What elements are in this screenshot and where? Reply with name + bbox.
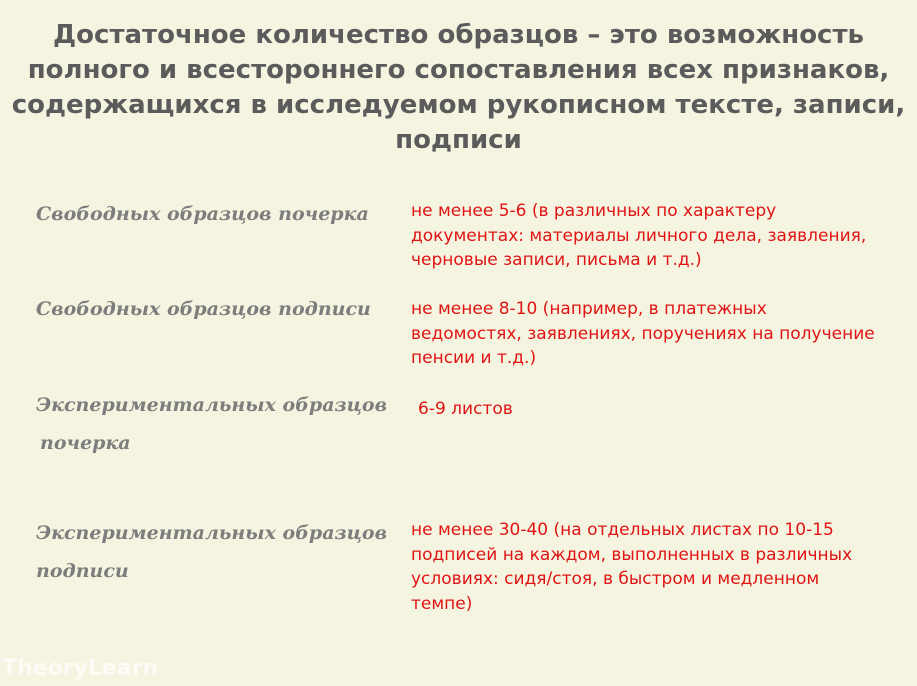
row-label-line1: Экспериментальных образцов bbox=[36, 522, 388, 544]
row-value-free-signature: не менее 8-10 (например, в платежных ведомостях, заявлениях, поручениях на получение пенсии и т.д.) bbox=[411, 299, 875, 368]
watermark: TheoryLearn bbox=[2, 656, 159, 681]
row-label-free-signature: Свободных образцов подписи bbox=[36, 298, 371, 320]
row-label-line1: Экспериментальных образцов bbox=[36, 394, 388, 416]
row-value-experimental-handwriting: 6-9 листов bbox=[418, 399, 513, 419]
page-title: Достаточное количество образцов – это возможность полного и всестороннего сопоставления всех признаков, содержащихся в исследуемом рукописном тексте, записи, подписи bbox=[11, 20, 906, 155]
row-value-free-handwriting: не менее 5-6 (в различных по характеру документах: материалы личного дела, заявления, черновые записи, письма и т.д.) bbox=[411, 201, 867, 270]
row-value-experimental-signature: не менее 30-40 (на отдельных листах по 10-15 подписей на каждом, выполненных в различных условиях: сидя/стоя, в быстром и медленном темпе) bbox=[411, 520, 853, 614]
row-label-experimental-signature bbox=[36, 514, 387, 590]
row-label-line2: подписи bbox=[36, 560, 129, 582]
row-label-free-handwriting: Свободных образцов почерка bbox=[36, 203, 369, 225]
row-label-line2: почерка bbox=[40, 432, 131, 454]
row-label-experimental-handwriting bbox=[36, 386, 387, 462]
